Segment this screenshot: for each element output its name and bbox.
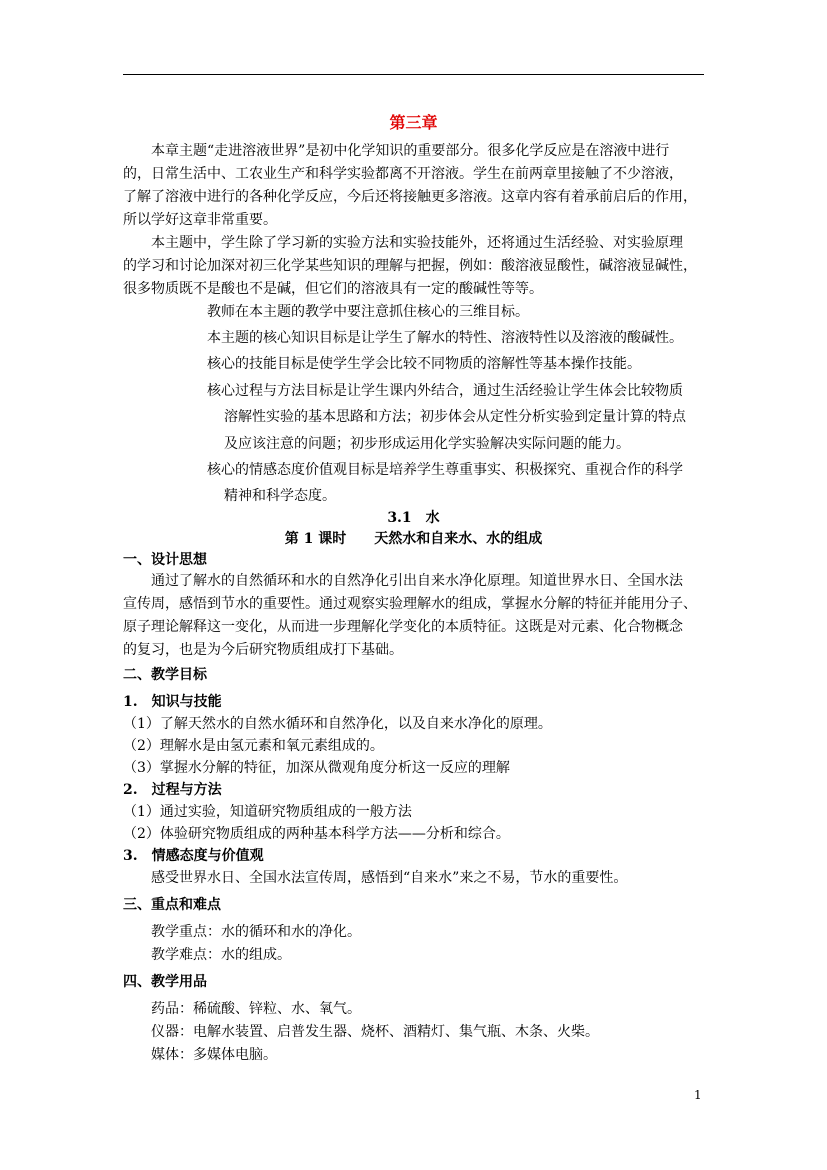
goal-line: 精神和科学态度。 [224,488,336,504]
attitude-line: 感受世界水日、全国水法宣传周，感悟到“自来水”来之不易，节水的重要性。 [151,870,628,886]
list-item: （2）理解水是由氢元素和氧元素组成的。 [123,738,384,754]
intro-line: 的，日常生活中、工农业生产和科学实验都离不开溶液。学生在前两章里接触了不少溶液， [123,166,683,182]
list-item: （2）体验研究物质组成的两种基本科学方法——分析和综合。 [123,826,510,842]
goal-line: 核心的技能目标是使学生学会比较不同物质的溶解性等基本操作技能。 [207,356,641,372]
page-number: 1 [694,1088,702,1102]
heading-design: 一、设计思想 [123,552,207,568]
materials-line: 药品：稀硫酸、锌粒、水、氧气。 [151,1001,361,1017]
intro-line: 的学习和讨论加深对初三化学某些知识的理解与把握，例如：酸溶液显酸性，碱溶液显碱性， [123,258,697,274]
goal-line: 核心的情感态度价值观目标是培养学生尊重事实、积极探究、重视合作的科学 [207,462,683,478]
chapter-title: 第三章 [389,113,438,132]
key-point-line: 教学难点：水的组成。 [151,947,291,963]
heading-key-points: 三、重点和难点 [123,897,221,913]
key-point-line: 教学重点：水的循环和水的净化。 [151,924,361,940]
goal-line: 本主题的核心知识目标是让学生了解水的特性、溶液特性以及溶液的酸碱性。 [207,330,683,346]
list-item: （1）了解天然水的自然水循环和自然净化，以及自来水净化的原理。 [123,716,552,732]
lesson-title: 第 1 课时 天然水和自来水、水的组成 [284,531,543,547]
intro-line: 本章主题“走进溶液世界”是初中化学知识的重要部分。很多化学反应是在溶液中进行 [151,143,670,159]
design-line: 宣传周，感悟到节水的重要性。通过观察实验理解水的组成，掌握水分解的特征并能用分子、 [123,596,697,612]
goal-line: 核心过程与方法目标是让学生课内外结合，通过生活经验让学生体会比较物质 [207,383,683,399]
goal-line: 教师在本主题的教学中要注意抓住核心的三维目标。 [207,304,529,320]
header-rule [123,74,704,75]
design-line: 的复习，也是为今后研究物质组成打下基础。 [123,642,403,658]
materials-line: 仪器：电解水装置、启普发生器、烧杯、酒精灯、集气瓶、木条、火柴。 [151,1024,599,1040]
materials-line: 媒体：多媒体电脑。 [151,1047,277,1063]
subheading-knowledge: 1. 知识与技能 [123,694,222,710]
heading-goals: 二、教学目标 [123,667,207,683]
heading-materials: 四、教学用品 [123,974,207,990]
design-line: 原子理论解释这一变化，从而进一步理解化学变化的本质特征。这既是对元素、化合物概念 [123,619,683,635]
design-line: 通过了解水的自然循环和水的自然净化引出自来水净化原理。知道世界水日、全国水法 [151,573,683,589]
intro-line: 了解了溶液中进行的各种化学反应，今后还将接触更多溶液。这章内容有着承前启后的作用， [123,189,697,205]
intro-line: 本主题中，学生除了学习新的实验方法和实验技能外，还将通过生活经验、对实验原理 [151,235,683,251]
intro-line: 很多物质既不是酸也不是碱，但它们的溶液具有一定的酸碱性等等。 [123,281,543,297]
section-title: 3.1 水 [387,510,440,526]
goal-line: 溶解性实验的基本思路和方法；初步体会从定性分析实验到定量计算的特点 [224,409,686,425]
list-item: （3）掌握水分解的特征，加深从微观角度分析这一反应的理解 [123,760,510,776]
subheading-attitude: 3. 情感态度与价值观 [123,848,264,864]
intro-line: 所以学好这章非常重要。 [123,212,277,228]
list-item: （1）通过实验，知道研究物质组成的一般方法 [123,804,412,820]
goal-line: 及应该注意的问题；初步形成运用化学实验解决实际问题的能力。 [224,436,630,452]
subheading-process: 2. 过程与方法 [123,782,222,798]
